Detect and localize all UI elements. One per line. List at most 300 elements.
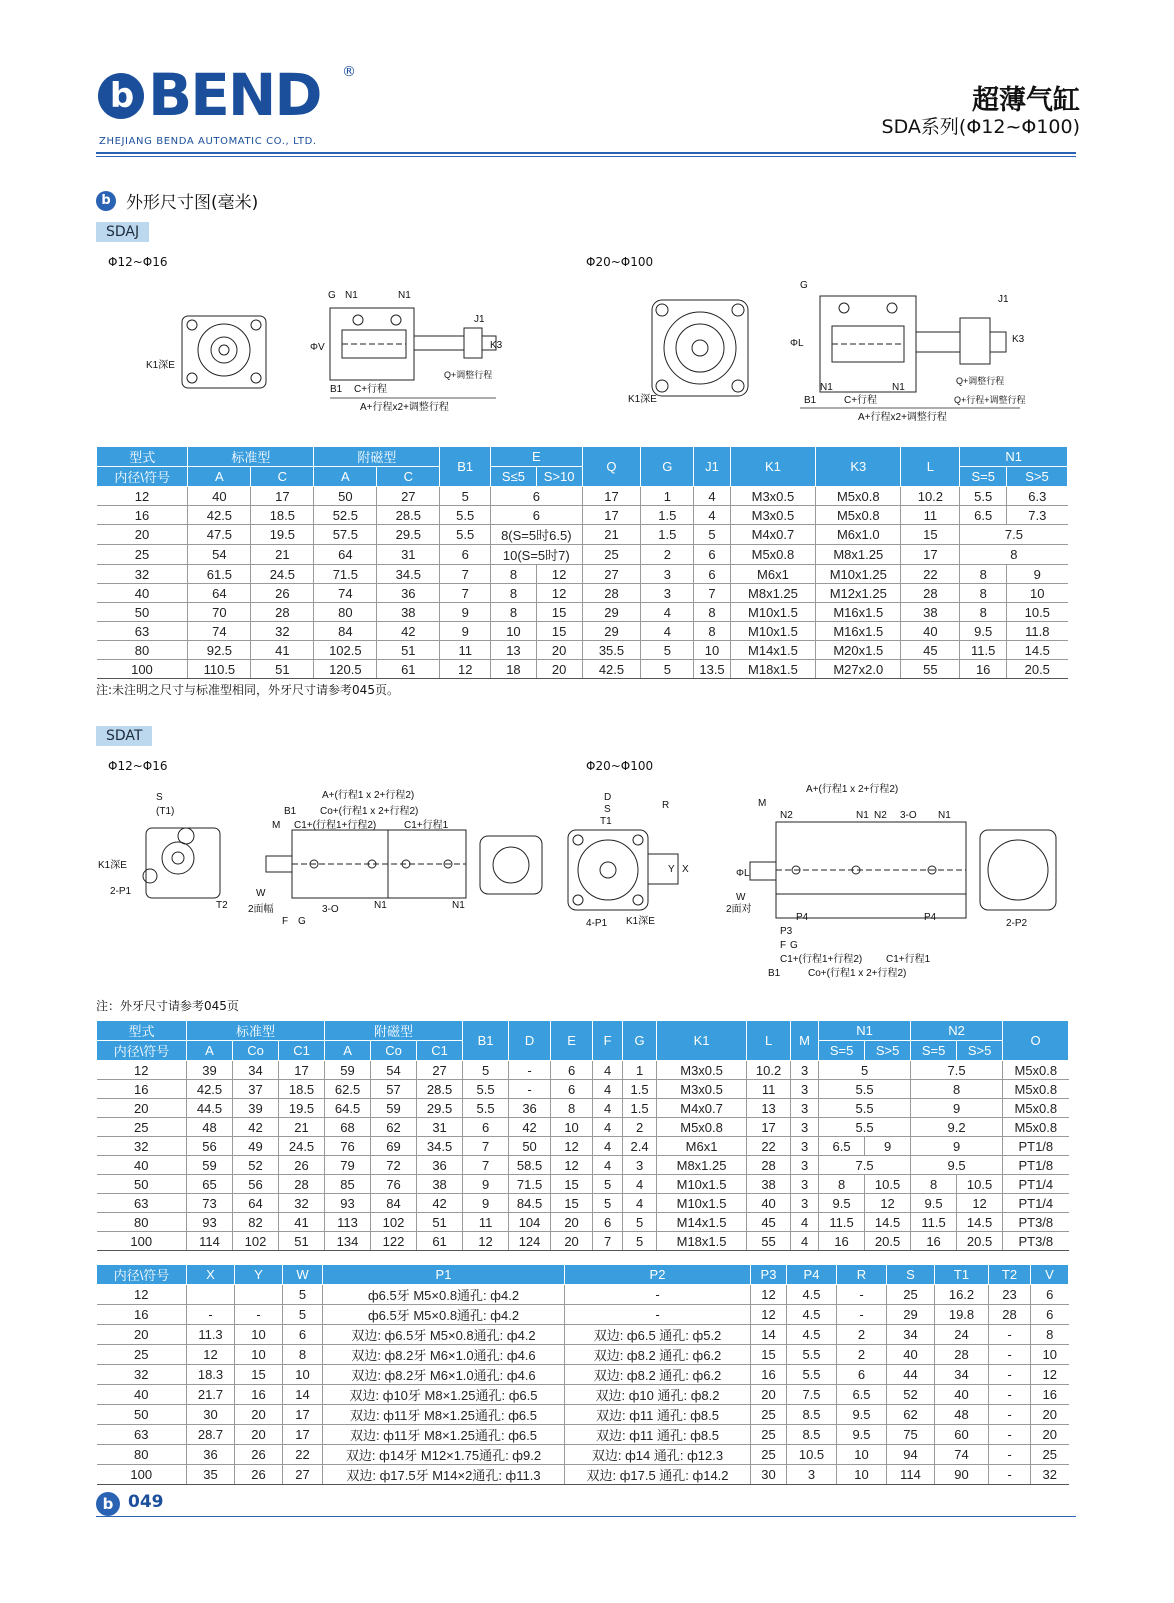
table-cell: 30 bbox=[751, 1465, 787, 1485]
table-cell: PT3/8 bbox=[1003, 1213, 1069, 1232]
th-port-2: Y bbox=[235, 1265, 283, 1285]
table-cell: 34 bbox=[935, 1365, 989, 1385]
table-cell: 14 bbox=[751, 1325, 787, 1345]
table-cell: 4 bbox=[623, 1175, 657, 1194]
sdat-label-g: G bbox=[298, 916, 306, 927]
sdat-technical-drawing bbox=[96, 778, 1076, 988]
table-cell: 40 bbox=[887, 1345, 935, 1365]
table-cell: 4 bbox=[593, 1118, 623, 1137]
table-cell: 40 bbox=[188, 487, 251, 506]
table-cell: 45 bbox=[901, 641, 960, 660]
table-cell: M3x0.5 bbox=[730, 506, 815, 525]
table-row bbox=[97, 622, 1068, 641]
label-b1-large: B1 bbox=[804, 395, 817, 406]
table-cell: 10 bbox=[235, 1325, 283, 1345]
table-cell: 14 bbox=[283, 1385, 323, 1405]
table-cell: 51 bbox=[279, 1232, 325, 1251]
table-row bbox=[97, 1099, 1069, 1118]
table-cell: 12 bbox=[751, 1285, 787, 1305]
table-cell: 47.5 bbox=[188, 525, 251, 545]
th-j1: J1 bbox=[694, 447, 731, 487]
table-cell: 42 bbox=[233, 1118, 279, 1137]
table-cell: 42 bbox=[377, 622, 440, 641]
table-cell: 6.5 bbox=[819, 1137, 865, 1156]
table-cell: 4 bbox=[791, 1232, 819, 1251]
table-cell: 41 bbox=[279, 1213, 325, 1232]
label-g-large: G bbox=[800, 280, 808, 291]
table-cell: 122 bbox=[371, 1232, 417, 1251]
sdaj-tag: SDAJ bbox=[96, 222, 149, 242]
table-cell: 12 bbox=[1031, 1365, 1069, 1385]
sdat-port-table bbox=[96, 1264, 1069, 1485]
sdat-label-c1a-large: C1+(行程1+行程2) bbox=[780, 954, 863, 965]
th-g: G bbox=[623, 1021, 657, 1061]
table-cell: 8.5 bbox=[787, 1425, 837, 1445]
table-cell: M5x0.8 bbox=[657, 1118, 747, 1137]
table-cell: 15 bbox=[235, 1365, 283, 1385]
table-cell: 23 bbox=[989, 1285, 1031, 1305]
label-phil: ΦL bbox=[790, 338, 804, 349]
table-cell: 38 bbox=[377, 603, 440, 622]
table-cell: - bbox=[989, 1325, 1031, 1345]
table-cell: 32 bbox=[97, 1137, 187, 1156]
table-cell: 4.5 bbox=[787, 1285, 837, 1305]
table-cell: 9.5 bbox=[837, 1425, 887, 1445]
table-cell: 42 bbox=[509, 1118, 551, 1137]
table-cell: 8 bbox=[819, 1175, 865, 1194]
sdat-label-y: Y bbox=[668, 864, 675, 875]
table-cell: 36 bbox=[187, 1445, 235, 1465]
sdaj-right-size-label: Φ20~Φ100 bbox=[586, 255, 654, 269]
table-cell: 6 bbox=[463, 1118, 509, 1137]
th-e: E bbox=[491, 447, 582, 467]
table-cell: M10x1.5 bbox=[730, 622, 815, 641]
sdaj-note: 注:未注明之尺寸与标准型相同，外牙尺寸请参考045页。 bbox=[96, 683, 399, 697]
table-cell: 40 bbox=[901, 622, 960, 641]
table-cell: 4 bbox=[593, 1137, 623, 1156]
table-cell: 5 bbox=[283, 1305, 323, 1325]
table-row bbox=[97, 1061, 1069, 1080]
label-q-stroke: Q+调整行程 bbox=[444, 370, 493, 380]
page-title: 超薄气缸 bbox=[972, 85, 1080, 116]
table-cell: 9 bbox=[463, 1175, 509, 1194]
table-row bbox=[97, 1465, 1069, 1485]
table-cell: 25 bbox=[582, 545, 641, 565]
table-cell: 29 bbox=[887, 1305, 935, 1325]
table-cell: 84 bbox=[314, 622, 377, 641]
table-cell: 20 bbox=[551, 1232, 593, 1251]
sdat-label-w-large: W bbox=[736, 892, 746, 903]
table-cell: 40 bbox=[97, 584, 188, 603]
table-cell: 5 bbox=[623, 1232, 657, 1251]
table-cell: M18x1.5 bbox=[657, 1232, 747, 1251]
table-cell: 14.5 bbox=[865, 1213, 911, 1232]
table-row bbox=[97, 545, 1068, 565]
table-cell: 10.5 bbox=[1007, 603, 1068, 622]
table-row bbox=[97, 1156, 1069, 1175]
table-cell: 38 bbox=[901, 603, 960, 622]
th-k1: K1 bbox=[657, 1021, 747, 1061]
table-row bbox=[97, 1285, 1069, 1305]
table-cell: M16x1.5 bbox=[816, 603, 901, 622]
table-cell: 26 bbox=[279, 1156, 325, 1175]
table-cell: 16 bbox=[751, 1365, 787, 1385]
table-cell: 75 bbox=[887, 1425, 935, 1445]
table-cell: 28 bbox=[582, 584, 641, 603]
sdaj-small-end-view bbox=[182, 316, 266, 388]
table-cell: 12 bbox=[187, 1345, 235, 1365]
th-magnetic: 附磁型 bbox=[314, 447, 440, 467]
table-cell: 12 bbox=[97, 1285, 187, 1305]
table-cell: 双边: ф6.5 通孔: ф5.2 bbox=[565, 1325, 751, 1345]
table-cell: 50 bbox=[97, 603, 188, 622]
sdat-label-f: F bbox=[282, 916, 289, 927]
table-cell: 1.5 bbox=[641, 506, 694, 525]
table-row bbox=[97, 1118, 1069, 1137]
table-cell: 双边: ф8.2 通孔: ф6.2 bbox=[565, 1365, 751, 1385]
table-cell: 5 bbox=[283, 1285, 323, 1305]
sdat-label-t2: T2 bbox=[216, 900, 228, 911]
table-cell: 63 bbox=[97, 1425, 187, 1445]
th-n1: N1 bbox=[819, 1021, 911, 1041]
table-cell: 16.2 bbox=[935, 1285, 989, 1305]
table-cell: 64.5 bbox=[325, 1099, 371, 1118]
table-cell: 50 bbox=[509, 1137, 551, 1156]
table-cell: 18.5 bbox=[279, 1080, 325, 1099]
table-cell: M10x1.5 bbox=[657, 1175, 747, 1194]
table-cell: 40 bbox=[747, 1194, 791, 1213]
table-cell: - bbox=[989, 1365, 1031, 1385]
table-cell: 104 bbox=[509, 1213, 551, 1232]
table-cell: M18x1.5 bbox=[730, 660, 815, 679]
sdat-small-side-view bbox=[266, 830, 542, 898]
table-cell: 15 bbox=[551, 1194, 593, 1213]
label-k1: K1深E bbox=[146, 360, 175, 371]
table-cell: 7.5 bbox=[960, 525, 1068, 545]
table-row bbox=[97, 1232, 1069, 1251]
table-cell: 3 bbox=[791, 1137, 819, 1156]
table-cell: 100 bbox=[97, 660, 188, 679]
table-cell: 34.5 bbox=[417, 1137, 463, 1156]
table-cell: 84.5 bbox=[509, 1194, 551, 1213]
table-cell: 28 bbox=[747, 1156, 791, 1175]
table-cell: 57 bbox=[371, 1080, 417, 1099]
table-cell: 68 bbox=[325, 1118, 371, 1137]
table-row bbox=[97, 506, 1068, 525]
table-cell: 15 bbox=[551, 1175, 593, 1194]
label-k1-large: K1深E bbox=[628, 394, 657, 405]
table-cell: 50 bbox=[97, 1405, 187, 1425]
table-cell: 9 bbox=[911, 1137, 1003, 1156]
label-c-stroke: C+行程 bbox=[354, 384, 388, 395]
th-e-s10: S>10 bbox=[536, 467, 582, 487]
table-cell: 4.5 bbox=[787, 1305, 837, 1325]
table-row bbox=[97, 1305, 1069, 1325]
table-cell: 16 bbox=[235, 1385, 283, 1405]
table-cell: 92.5 bbox=[188, 641, 251, 660]
table-cell: 7.3 bbox=[1007, 506, 1068, 525]
table-cell: 11 bbox=[440, 641, 491, 660]
table-cell: 10(S=5时7) bbox=[491, 545, 582, 565]
table-cell: 55 bbox=[747, 1232, 791, 1251]
table-cell: 54 bbox=[371, 1061, 417, 1080]
table-cell: 27 bbox=[582, 565, 641, 584]
th-mag-co: Co bbox=[371, 1041, 417, 1061]
table-cell: 12 bbox=[97, 1061, 187, 1080]
table-cell: 8.5 bbox=[787, 1405, 837, 1425]
table-cell: 21 bbox=[279, 1118, 325, 1137]
table-cell: M5x0.8 bbox=[1003, 1118, 1069, 1137]
table-cell: 52 bbox=[233, 1156, 279, 1175]
table-cell: 5 bbox=[440, 487, 491, 506]
table-cell: 54 bbox=[188, 545, 251, 565]
table-cell: - bbox=[989, 1445, 1031, 1465]
sdat-note: 注：外牙尺寸请参考045页 bbox=[96, 999, 239, 1013]
sdat-label-k1: K1深E bbox=[98, 860, 127, 871]
table-cell: 3 bbox=[641, 565, 694, 584]
table-cell: 71.5 bbox=[509, 1175, 551, 1194]
sdat-label-b1-large: B1 bbox=[768, 968, 781, 979]
page-subtitle: SDA系列(Φ12~Φ100) bbox=[881, 116, 1080, 138]
table-cell: - bbox=[837, 1305, 887, 1325]
table-cell: 51 bbox=[417, 1213, 463, 1232]
table-cell: 8 bbox=[491, 603, 537, 622]
label-a-stroke-large: A+行程x2+调整行程 bbox=[858, 412, 947, 423]
table-cell: 10.5 bbox=[865, 1175, 911, 1194]
table-cell: 65 bbox=[187, 1175, 233, 1194]
table-cell: 48 bbox=[935, 1405, 989, 1425]
company-name: ZHEJIANG BENDA AUTOMATIC CO., LTD. bbox=[99, 136, 317, 147]
table-cell: - bbox=[989, 1405, 1031, 1425]
table-cell: 2 bbox=[837, 1325, 887, 1345]
th-port-11: T2 bbox=[989, 1265, 1031, 1285]
table-cell: M14x1.5 bbox=[730, 641, 815, 660]
table-row bbox=[97, 641, 1068, 660]
table-cell: 8 bbox=[551, 1099, 593, 1118]
sdat-label-n2-b: N2 bbox=[874, 810, 887, 821]
th-o: O bbox=[1003, 1021, 1069, 1061]
table-cell: 19.5 bbox=[251, 525, 314, 545]
table-cell: 32 bbox=[251, 622, 314, 641]
sdat-label-p1: 2-P1 bbox=[110, 886, 132, 897]
table-cell: 20 bbox=[235, 1425, 283, 1445]
table-cell: 16 bbox=[911, 1232, 957, 1251]
table-cell: 76 bbox=[325, 1137, 371, 1156]
table-cell: 5.5 bbox=[463, 1080, 509, 1099]
sdaj-table-body bbox=[97, 487, 1068, 679]
table-cell: 80 bbox=[97, 641, 188, 660]
table-cell: 8 bbox=[911, 1175, 957, 1194]
table-cell: 48 bbox=[187, 1118, 233, 1137]
table-cell: 3 bbox=[791, 1080, 819, 1099]
sdat-label-n2-a: N2 bbox=[780, 810, 793, 821]
table-cell: 5.5 bbox=[787, 1365, 837, 1385]
table-cell: 20 bbox=[536, 660, 582, 679]
table-cell: 11 bbox=[901, 506, 960, 525]
table-cell: - bbox=[989, 1385, 1031, 1405]
sdat-label-b1: B1 bbox=[284, 806, 297, 817]
label-n1-large-b: N1 bbox=[892, 382, 905, 393]
table-cell: M16x1.5 bbox=[816, 622, 901, 641]
table-cell: 22 bbox=[747, 1137, 791, 1156]
table-cell: 5.5 bbox=[440, 525, 491, 545]
sdat-label-t1: T1 bbox=[600, 816, 612, 827]
table-cell: 18.3 bbox=[187, 1365, 235, 1385]
sdaj-large-end-view bbox=[652, 300, 748, 396]
table-cell: 20 bbox=[1031, 1425, 1069, 1445]
table-cell: 2 bbox=[837, 1345, 887, 1365]
table-cell: M5x0.8 bbox=[1003, 1080, 1069, 1099]
table-cell: 8 bbox=[960, 565, 1007, 584]
table-cell: 74 bbox=[314, 584, 377, 603]
table-cell: 32 bbox=[279, 1194, 325, 1213]
table-cell: 13.5 bbox=[694, 660, 731, 679]
table-cell: 59 bbox=[187, 1156, 233, 1175]
table-cell: 35.5 bbox=[582, 641, 641, 660]
table-cell: 5 bbox=[463, 1061, 509, 1080]
table-cell: 73 bbox=[187, 1194, 233, 1213]
table-cell: 5.5 bbox=[787, 1345, 837, 1365]
sdat-port-table-header bbox=[97, 1265, 1069, 1285]
table-cell: 42.5 bbox=[582, 660, 641, 679]
th-port-5: P2 bbox=[565, 1265, 751, 1285]
table-cell: 4 bbox=[791, 1213, 819, 1232]
table-cell: 36 bbox=[509, 1099, 551, 1118]
table-cell: 1.5 bbox=[623, 1080, 657, 1099]
table-cell: 64 bbox=[188, 584, 251, 603]
table-cell: M5x0.8 bbox=[1003, 1061, 1069, 1080]
sdaj-left-size-label: Φ12~Φ16 bbox=[108, 255, 168, 269]
header-divider-thin bbox=[96, 156, 1076, 157]
table-cell: 9 bbox=[865, 1137, 911, 1156]
table-cell: 42 bbox=[417, 1194, 463, 1213]
table-cell: - bbox=[235, 1305, 283, 1325]
table-cell: 36 bbox=[377, 584, 440, 603]
sdat-label-n1-c: N1 bbox=[856, 810, 869, 821]
th-g: G bbox=[641, 447, 694, 487]
table-cell: 17 bbox=[582, 487, 641, 506]
table-row bbox=[97, 1385, 1069, 1405]
table-cell: 27 bbox=[283, 1465, 323, 1485]
table-cell: 25 bbox=[97, 1118, 187, 1137]
table-cell: 4 bbox=[623, 1194, 657, 1213]
table-cell: 61.5 bbox=[188, 565, 251, 584]
table-cell: 42.5 bbox=[187, 1080, 233, 1099]
table-cell: 80 bbox=[97, 1213, 187, 1232]
table-cell: 61 bbox=[377, 660, 440, 679]
table-cell: - bbox=[509, 1061, 551, 1080]
table-cell: 64 bbox=[314, 545, 377, 565]
table-row bbox=[97, 603, 1068, 622]
table-cell: 18 bbox=[491, 660, 537, 679]
sdat-label-c1b-large: C1+行程1 bbox=[886, 954, 931, 965]
table-cell: 16 bbox=[97, 1305, 187, 1325]
table-cell: M3x0.5 bbox=[657, 1080, 747, 1099]
th-mag-a: A bbox=[314, 467, 377, 487]
label-g: G bbox=[328, 290, 336, 301]
table-cell: 5 bbox=[819, 1061, 911, 1080]
table-cell: 6 bbox=[283, 1325, 323, 1345]
table-cell: 8 bbox=[283, 1345, 323, 1365]
table-row bbox=[97, 1213, 1069, 1232]
th-k1: K1 bbox=[730, 447, 815, 487]
table-cell: ф6.5牙 M5×0.8通孔: ф4.2 bbox=[323, 1305, 565, 1325]
table-cell: 双边: ф6.5牙 M5×0.8通孔: ф4.2 bbox=[323, 1325, 565, 1345]
table-cell: 4 bbox=[593, 1061, 623, 1080]
th-std-a: A bbox=[187, 1041, 233, 1061]
table-cell: 15 bbox=[536, 603, 582, 622]
table-cell: 28.7 bbox=[187, 1425, 235, 1445]
table-cell: 35 bbox=[187, 1465, 235, 1485]
table-cell: 34 bbox=[887, 1325, 935, 1345]
th-n1-sgt5: S>5 bbox=[1007, 467, 1068, 487]
table-cell: M3x0.5 bbox=[657, 1061, 747, 1080]
table-cell: M12x1.25 bbox=[816, 584, 901, 603]
table-cell: 12 bbox=[751, 1305, 787, 1325]
table-cell: 9.5 bbox=[960, 622, 1007, 641]
table-cell: 29.5 bbox=[377, 525, 440, 545]
table-cell: 31 bbox=[417, 1118, 463, 1137]
table-cell: M27x2.0 bbox=[816, 660, 901, 679]
table-cell: 5.5 bbox=[960, 487, 1007, 506]
th-n2-sgt5: S>5 bbox=[957, 1041, 1003, 1061]
table-cell: 13 bbox=[747, 1099, 791, 1118]
table-cell: 1.5 bbox=[641, 525, 694, 545]
table-cell: 7 bbox=[440, 584, 491, 603]
label-b1: B1 bbox=[330, 384, 343, 395]
table-row bbox=[97, 1137, 1069, 1156]
table-cell: 6.3 bbox=[1007, 487, 1068, 506]
table-cell: 134 bbox=[325, 1232, 371, 1251]
table-cell: 10 bbox=[1031, 1345, 1069, 1365]
table-cell: 28 bbox=[901, 584, 960, 603]
table-cell: 5 bbox=[593, 1175, 623, 1194]
th-b1: B1 bbox=[463, 1021, 509, 1061]
table-cell: 85 bbox=[325, 1175, 371, 1194]
sdat-label-d: D bbox=[604, 792, 612, 803]
table-row bbox=[97, 1194, 1069, 1213]
th-port-6: P3 bbox=[751, 1265, 787, 1285]
sdat-large-side-view bbox=[750, 822, 1056, 918]
sdat-label-n1-b: N1 bbox=[452, 900, 465, 911]
table-cell: 24.5 bbox=[279, 1137, 325, 1156]
th-bore: 内径\符号 bbox=[97, 1041, 187, 1061]
table-cell: 17 bbox=[279, 1061, 325, 1080]
table-cell: 72 bbox=[371, 1156, 417, 1175]
table-cell: 25 bbox=[751, 1445, 787, 1465]
table-cell: 6.5 bbox=[960, 506, 1007, 525]
table-cell: 12 bbox=[536, 584, 582, 603]
table-cell: 64 bbox=[233, 1194, 279, 1213]
sdat-label-g2: G bbox=[790, 940, 798, 951]
table-cell: 50 bbox=[314, 487, 377, 506]
table-cell: 17 bbox=[251, 487, 314, 506]
table-cell: - bbox=[509, 1080, 551, 1099]
table-cell: 8 bbox=[1031, 1325, 1069, 1345]
table-cell: 22 bbox=[901, 565, 960, 584]
table-cell: 93 bbox=[187, 1213, 233, 1232]
table-cell: 27 bbox=[377, 487, 440, 506]
th-d: D bbox=[509, 1021, 551, 1061]
table-cell: 62 bbox=[887, 1405, 935, 1425]
th-e-s5: S≤5 bbox=[491, 467, 537, 487]
table-cell: 4 bbox=[641, 603, 694, 622]
table-cell: 20.5 bbox=[1007, 660, 1068, 679]
label-q-stroke2: Q+行程+调整行程 bbox=[954, 395, 1026, 405]
table-cell: 10 bbox=[694, 641, 731, 660]
table-cell: 24 bbox=[935, 1325, 989, 1345]
table-cell: 90 bbox=[935, 1465, 989, 1485]
